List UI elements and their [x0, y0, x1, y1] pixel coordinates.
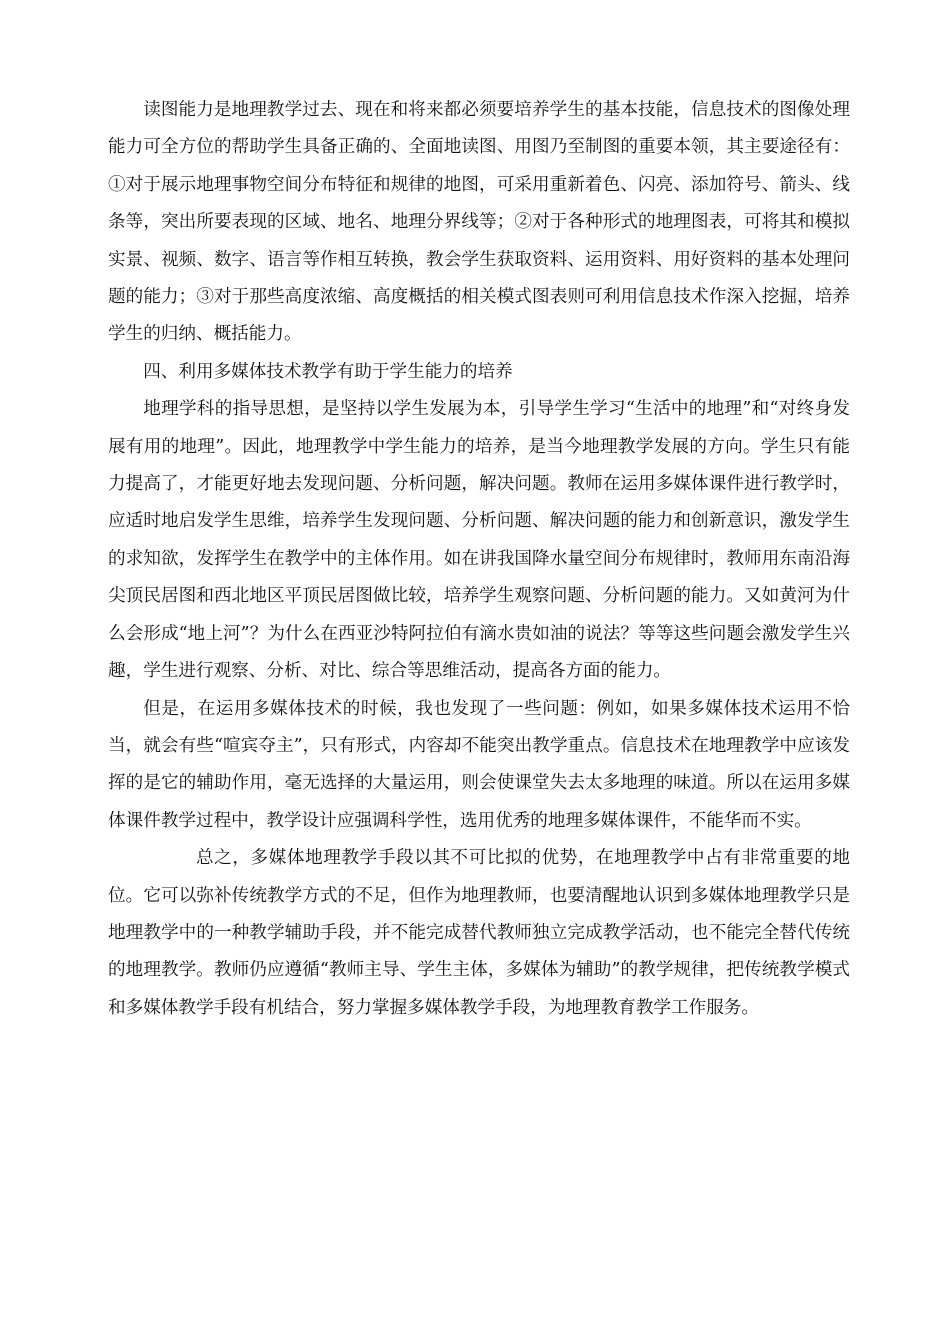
paragraph-image-reading: 读图能力是地理教学过去、现在和将来都必须要培养学生的基本技能，信息技术的图像处理能力可全方位的帮助学生具备正确的、全面地读图、用图乃至制图的重要本领，其主要途径有：①对于展示地理事物空间分布特征和规律的地图，可采用重新着色、闪亮、添加符号、箭头、线条等，突出所要表现的区域、地名、地理分界线等；②对于各种形式的地理图表，可将其和模拟实景、视频、数字、语言等作相互转换，教会学生获取资料、运用资料、用好资料的基本处理问题的能力；③对于那些高度浓缩、高度概括的相关模式图表则可利用信息技术作深入挖掘，培养学生的归纳、概括能力。 [108, 100, 850, 345]
paragraph-conclusion: 总之，多媒体地理教学手段以其不可比拟的优势，在地理教学中占有非常重要的地位。它可以弥补传统教学方式的不足，但作为地理教师，也要清醒地认识到多媒体地理教学只是地理教学中的一种教学辅助手段，并不能完成替代教师独立完成教学活动，也不能完全替代传统的地理教学。教师仍应遵循“教师主导、学生主体，多媒体为辅助”的教学规律，把传统教学模式和多媒体教学手段有机结合，努力掌握多媒体教学手段，为地理教育教学工作服务。 [108, 848, 850, 1018]
paragraph-problems: 但是，在运用多媒体技术的时候，我也发现了一些问题：例如，如果多媒体技术运用不恰当，就会有些“喧宾夺主”，只有形式，内容却不能突出教学重点。信息技术在地理教学中应该发挥的是它的辅助作用，毫无选择的大量运用，则会使课堂失去太多地理的味道。所以在运用多媒体课件教学过程中，教学设计应强调科学性，选用优秀的地理多媒体课件，不能华而不实。 [108, 698, 850, 831]
paragraph-ability-training: 地理学科的指导思想，是坚持以学生发展为本，引导学生学习“生活中的地理”和“对终身发展有用的地理”。因此，地理教学中学生能力的培养，是当今地理教学发展的方向。学生只有能力提高了，才能更好地去发现问题、分析问题，解决问题。教师在运用多媒体课件进行教学时，应适时地启发学生思维，培养学生发现问题、分析问题、解决问题的能力和创新意识，激发学生的求知欲，发挥学生在教学中的主体作用。如在讲我国降水量空间分布规律时，教师用东南沿海尖顶民居图和西北地区平顶民居图做比较，培养学生观察问题、分析问题的能力。又如黄河为什么会形成“地上河”？为什么在西亚沙特阿拉伯有滴水贵如油的说法？等等这些问题会激发学生兴趣，学生进行观察、分析、对比、综合等思维活动，提高各方面的能力。 [108, 399, 850, 682]
document-body [108, 92, 850, 1027]
section-heading-4: 四、利用多媒体技术教学有助于学生能力的培养 [143, 361, 513, 382]
